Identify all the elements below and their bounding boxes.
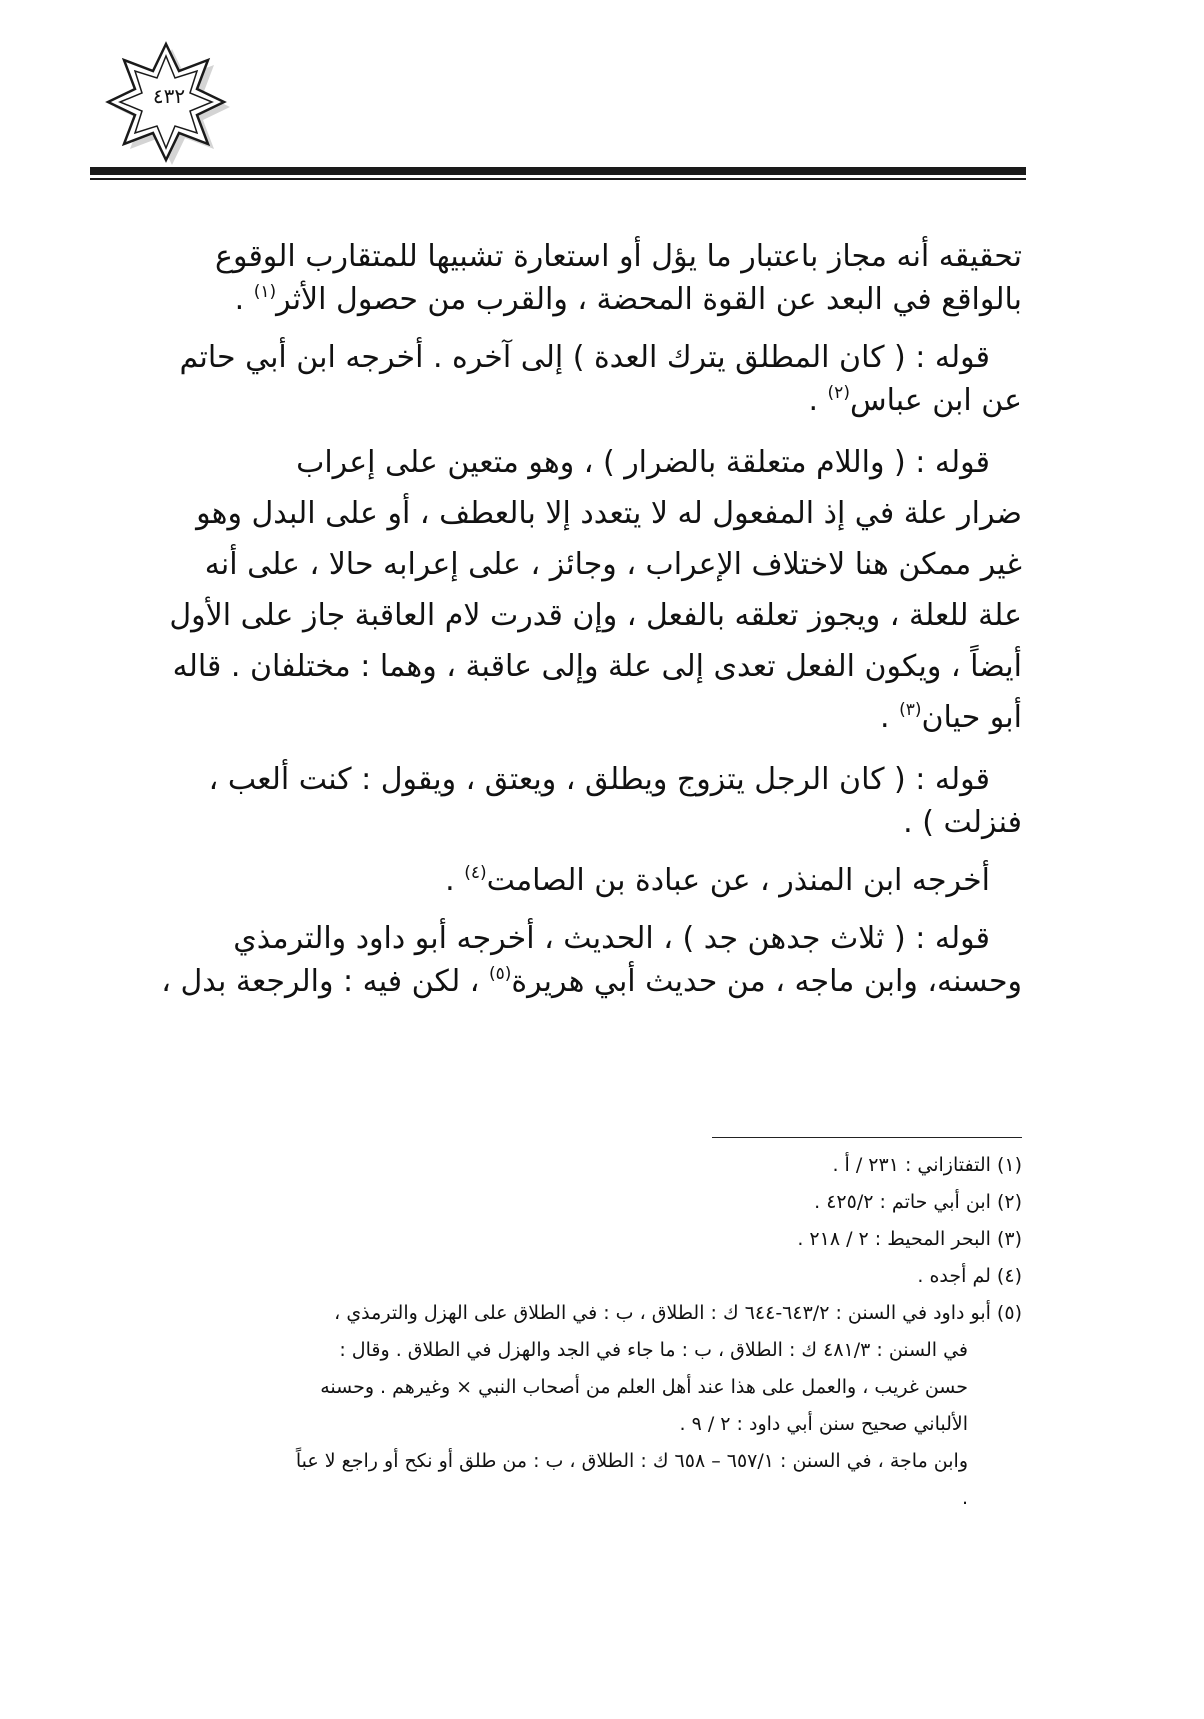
paragraph-1 [154,235,1022,321]
text-line: قوله : ( واللام متعلقة بالضرار ) ، وهو متعين على إعراب [296,445,990,480]
text-line: وحسنه، وابن ماجه ، من حديث أبي هريرة [511,964,1022,999]
text-line: قوله : ( كان الرجل يتزوج ويطلق ، ويعتق ، ويقول : كنت ألعب ، [208,762,990,797]
footnote-1: (١) التفتازاني : ٢٣١ / أ . [832,1154,1022,1176]
footnote-ref-5[interactable]: (٥) [488,964,512,984]
footnotes [150,1147,1022,1517]
footnote-5: (٥) أبو داود في السنن : ٦٤٣/٢-٦٤٤ ك : الطلاق ، ب : في الطلاق على الهزل والترمذي ، [334,1302,1022,1324]
footnote-separator [712,1137,1022,1138]
header-rule-thick [90,167,1026,175]
paragraph-3 [154,437,1022,743]
text-line: غير ممكن هنا لاختلاف الإعراب ، وجائز ، على إعرابه حالا ، على أنه [204,547,1022,582]
text-line-tail: ، لكن فيه : والرجعة بدل ، [161,964,489,999]
text-line: أبو حيان [921,700,1022,735]
footnote-3: (٣) البحر المحيط : ٢ / ٢١٨ . [797,1228,1022,1250]
text-line: عن ابن عباس [849,383,1022,418]
text-line: ضرار علة في إذ المفعول له لا يتعدد إلا بالعطف ، أو على البدل وهو [196,496,1022,531]
footnote-5-continuation: حسن غريب ، والعمل على هذا عند أهل العلم من أصحاب النبي × وغيرهم . وحسنه [320,1376,968,1398]
footnote-ref-2[interactable]: (٢) [827,383,850,403]
text-line: علة للعلة ، ويجوز تعلقه بالفعل ، وإن قدرت لام العاقبة جاز على الأول [169,598,1022,633]
header-rule-thin [90,178,1026,180]
paragraph-4 [154,758,1022,844]
footnote-5-continuation: . [961,1487,968,1509]
footnote-5-continuation: في السنن : ٤٨١/٣ ك : الطلاق ، ب : ما جاء في الجد والهزل في الطلاق . وقال : [339,1339,968,1361]
text-line: فنزلت ) . [903,805,1022,840]
text-line: قوله : ( ثلاث جدهن جد ) ، الحديث ، أخرجه أبو داود والترمذي [233,921,990,956]
page-number: ٤٣٢ [152,84,186,108]
paragraph-2 [154,336,1022,422]
text-line: تحقيقه أنه مجاز باعتبار ما يؤل أو استعارة تشبيها للمتقارب الوقوع [215,239,1022,274]
text-line-tail: . [234,282,254,317]
footnote-ref-4[interactable]: (٤) [464,863,487,883]
footnote-ref-3[interactable]: (٣) [899,700,922,720]
footnote-5-continuation: وابن ماجة ، في السنن : ٦٥٧/١ – ٦٥٨ ك : الطلاق ، ب : من طلق أو نكح أو راجع لا عباً [295,1450,968,1472]
text-line-tail: . [880,700,900,735]
page-number-badge [104,40,234,170]
text-line: أيضاً ، ويكون الفعل تعدى إلى علة وإلى عاقبة ، وهما : مختلفان . قاله [172,649,1022,684]
text-line-tail: . [808,383,828,418]
paragraph-6 [154,917,1022,1003]
text-line-tail: . [445,863,465,898]
main-text [154,235,1022,1018]
footnote-ref-1[interactable]: (١) [253,282,277,302]
footnote-4: (٤) لم أجده . [917,1265,1022,1287]
text-line: بالواقع في البعد عن القوة المحضة ، والقرب من حصول الأثر [276,282,1022,317]
text-line: قوله : ( كان المطلق يترك العدة ) إلى آخره . أخرجه ابن أبي حاتم [179,340,990,375]
text-line: أخرجه ابن المنذر ، عن عبادة بن الصامت [486,863,990,898]
footnote-2: (٢) ابن أبي حاتم : ٤٢٥/٢ . [814,1191,1022,1213]
footnote-5-continuation: الألباني صحيح سنن أبي داود : ٢ / ٩ . [679,1413,968,1435]
paragraph-5 [154,859,1022,902]
